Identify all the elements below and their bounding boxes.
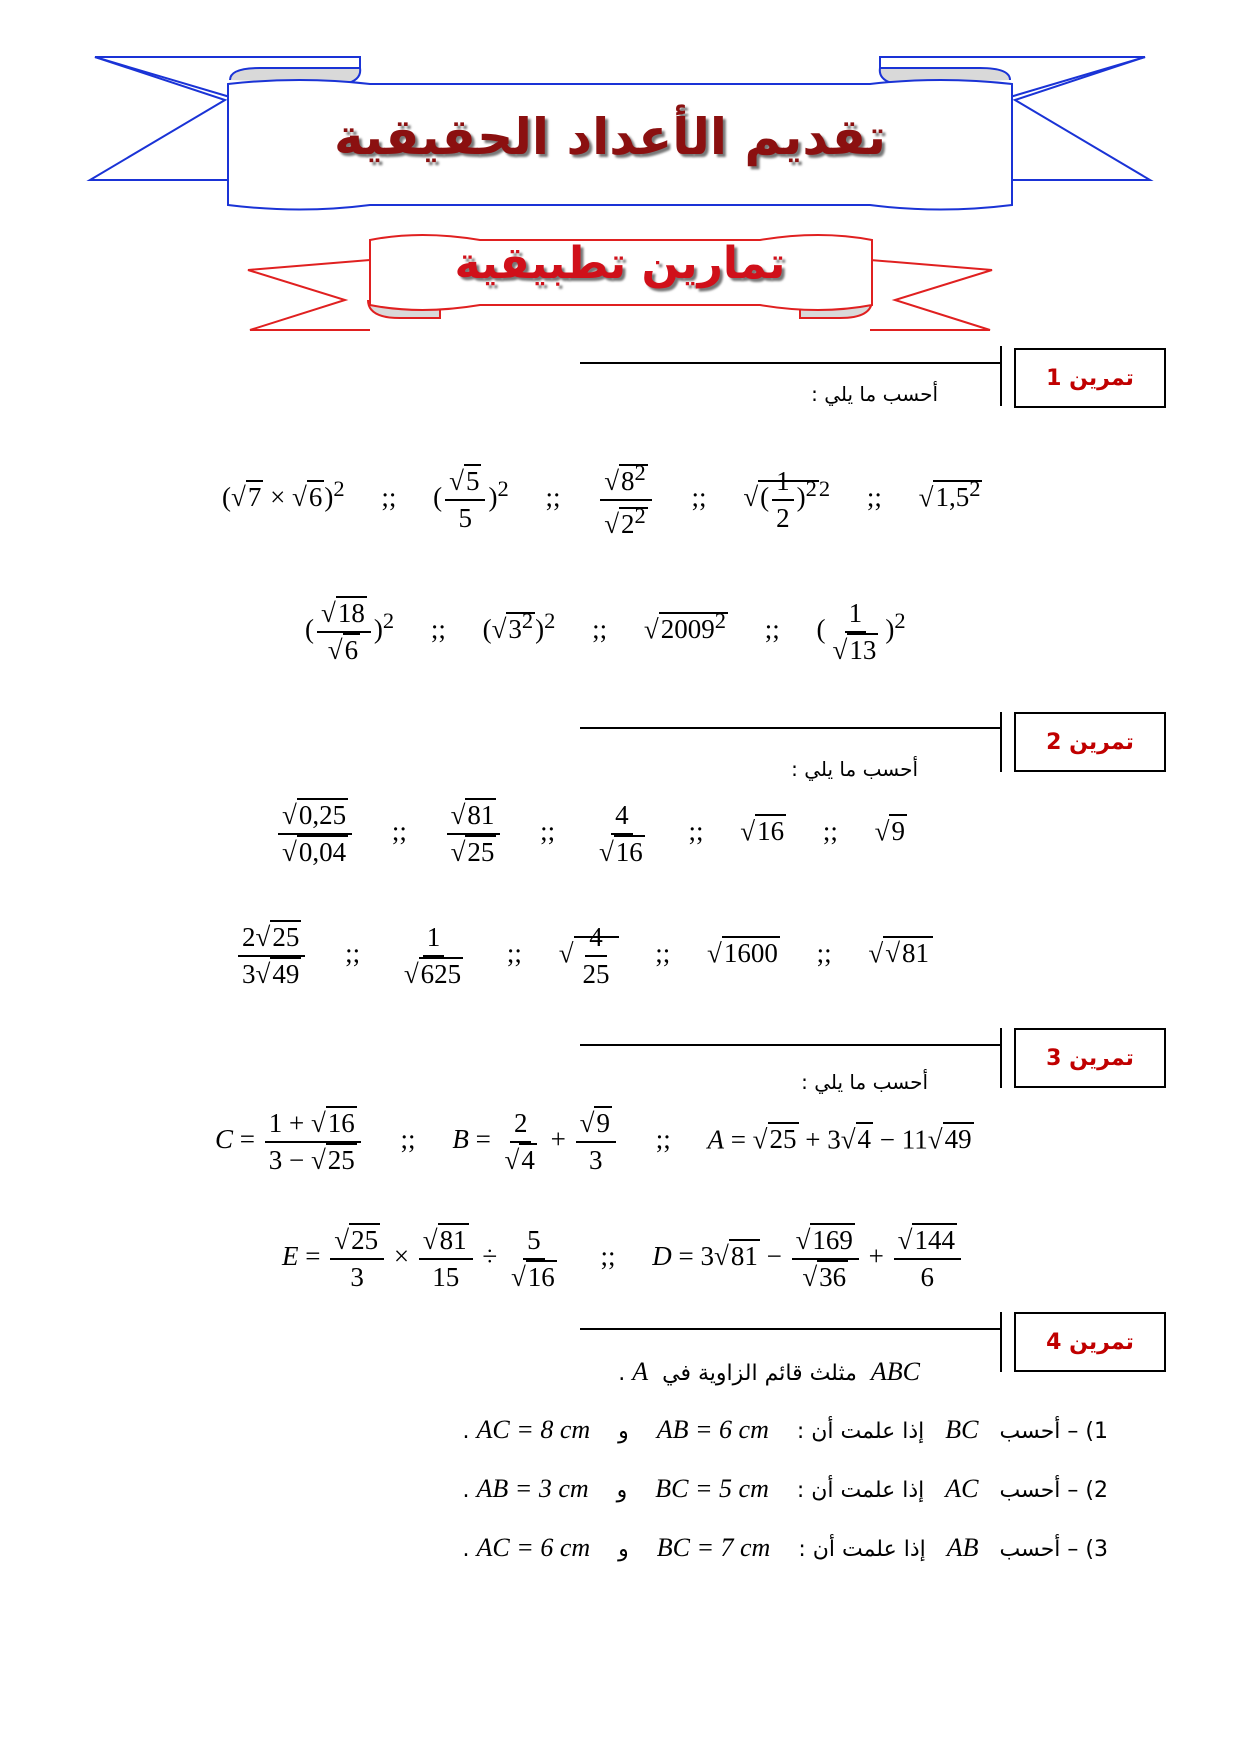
ex4-statement: ABC مثلث قائم الزاوية في A . (618, 1357, 920, 1386)
header-banners (0, 0, 1240, 360)
ex1-instruction: أحسب ما يلي : (811, 382, 938, 406)
ex4-bar (1000, 1312, 1002, 1372)
ex1-label: تمرين 1 (1046, 365, 1134, 391)
ex4-item-2: 2) – أحسب AC إذا علمت أن : BC = 5 cm و AB = 3 cm . (462, 1474, 1108, 1503)
ex2-row2: $\frac{2√25}{3√49}$ ;; $\frac{1}{√625}$ ;; √ $\frac{4}{25}$ ;; √1600 ;; √√81 (235, 922, 933, 990)
ex1-rule (580, 362, 1000, 364)
ex4-item-1: 1) – أحسب BC إذا علمت أن : AB = 6 cm و AC = 8 cm . (462, 1415, 1108, 1444)
ex3-instruction: أحسب ما يلي : (801, 1070, 928, 1094)
ex4-item-3: 3) – أحسب AB إذا علمت أن : BC = 7 cm و AC = 6 cm . (462, 1533, 1108, 1562)
ex3-label-box (1014, 1028, 1166, 1088)
ex2-row1: $\frac{√0,25}{√0,04}$ ;; $\frac{√81}{√25}$ ;; $\frac{4}{√16}$ ;; √16 ;; √9 (275, 800, 907, 868)
ex2-label-box (1014, 712, 1166, 772)
ex1-row1: $(√7 \times √6)^2$ ;; ( $\frac{√5}{5}$ )$^2$ ;; $\frac{√8^2}{√2^2}$ ;; √( $\frac{1}{2}$ )$^{22}$ ;; $√1,5^2$ (222, 460, 981, 540)
ex2-instruction: أحسب ما يلي : (791, 757, 918, 781)
ex1-label-box (1014, 348, 1166, 408)
main-title: تقديم الأعداد الحقيقية (333, 108, 887, 166)
sub-title: تمارين تطبيقية (454, 238, 786, 289)
ex3-label: تمرين 3 (1046, 1045, 1134, 1071)
ex4-label: تمرين 4 (1046, 1329, 1134, 1355)
ex1-row2: ( $\frac{√18}{√6}$ )$^2$ ;; $(√3^2)^2$ ;; √2009$^2$ ;; ( $\frac{1}{√13}$ )$^2$ (305, 598, 906, 666)
ex4-rule (580, 1328, 1000, 1330)
ex1-bar (1000, 346, 1002, 406)
ex3-row1: C = $\frac{1 + √16}{3 - √25}$ ;; B = $\frac{2}{√4}$ + $\frac{√9}{3}$ ;; A = √25 + 3√4 − 11√49 (215, 1108, 972, 1176)
ex2-bar (1000, 712, 1002, 772)
ex3-bar (1000, 1028, 1002, 1088)
ex2-label: تمرين 2 (1046, 729, 1134, 755)
ex2-rule (580, 727, 1000, 729)
ex4-label-box (1014, 1312, 1166, 1372)
ex3-row2: E = $\frac{√25}{3}$ × $\frac{√81}{15}$ ÷ $\frac{5}{√16}$ ;; D = 3√81 − $\frac{√169}{√36}$ + $\frac{√144}{6}$ (282, 1225, 964, 1293)
ex3-rule (580, 1044, 1000, 1046)
